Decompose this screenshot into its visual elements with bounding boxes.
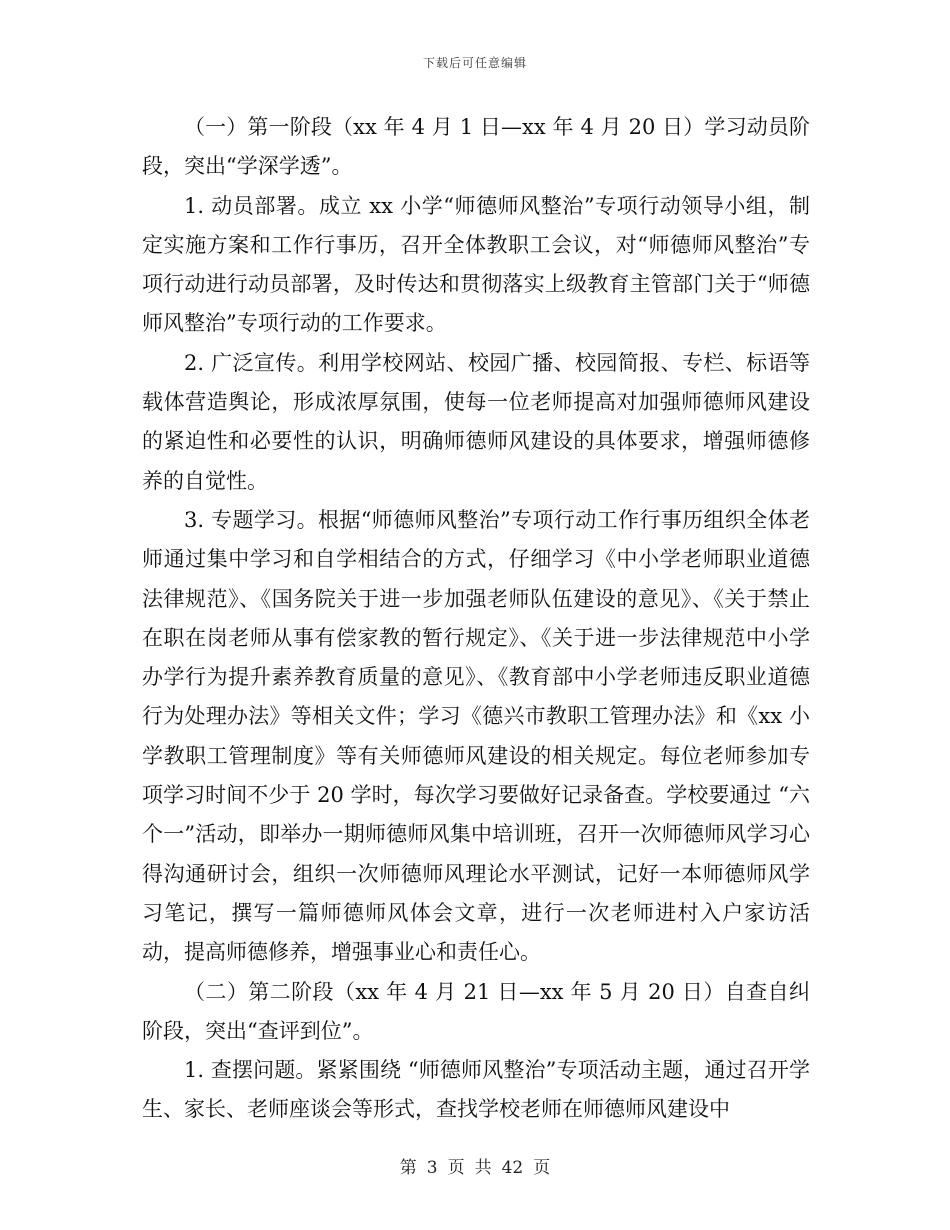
page-header: 下载后可任意编辑: [422, 56, 527, 70]
footer-label-of: 页: [447, 1158, 465, 1178]
footer-label-end: 页: [533, 1158, 551, 1178]
paragraph-find-problems: 1. 查摆问题。紧紧围绕 “师德师风整治”专项活动主题，通过召开学生、家长、老师座谈会等形式，查找学校老师在师德师风建设中: [142, 1058, 810, 1122]
paragraph-mobilization: 1. 动员部署。成立 xx 小学“师德师风整治”专项行动领导小组，制定实施方案和工作行事历，召开全体教职工会议，对“师德师风整治”专项行动进行动员部署，及时传达和贯彻落实上级教育主管部门关于“师德师风整治”专项行动的工作要求。: [142, 193, 810, 336]
page-footer: [0, 1153, 950, 1178]
footer-current-page: 3: [426, 1158, 438, 1178]
footer-label-page: 第: [399, 1158, 417, 1178]
footer-total-pages: 42: [501, 1158, 524, 1178]
paragraph-publicity: 2. 广泛宣传。利用学校网站、校园广播、校园简报、专栏、标语等载体营造舆论，形成浓厚氛围，使每一位老师提高对加强师德师风建设的紧迫性和必要性的认识，明确师德师风建设的具体要求，增强师德修养的自觉性。: [142, 350, 810, 493]
footer-label-total: 共: [474, 1158, 492, 1178]
paragraph-stage-one-title: （一）第一阶段（xx 年 4 月 1 日—xx 年 4 月 20 日）学习动员阶段，突出“学深学透”。: [142, 115, 810, 179]
document-body: [142, 108, 810, 1130]
paragraph-study: 3. 专题学习。根据“师德师风整治”专项行动工作行事历组织全体老师通过集中学习和自学相结合的方式，仔细学习《中小学老师职业道德法律规范》、《国务院关于进一步加强老师队伍建设的意见》、《关于禁止在职在岗老师从事有偿家教的暂行规定》、《关于进一步法律规范中小学办学行为提升素养教育质量的意见》、《教育部中小学老师违反职业道德行为处理办法》等相关文件；学习《德兴市教职工管理办法》和《xx 小学教职工管理制度》等有关师德师风建设的相关规定。每位老师参加专项学习时间不少于 20 学时，每次学习要做好记录备查。学校要通过 “六个一”活动，即举办一期师德师风集中培训班，召开一次师德师风学习心得沟通研讨会，组织一次师德师风理论水平测试，记好一本师德师风学习笔记，撰写一篇师德师风体会文章，进行一次老师进村入户家访活动，提高师德修养，增强事业心和责任心。: [142, 507, 810, 965]
paragraph-stage-two-title: （二）第二阶段（xx 年 4 月 21 日—xx 年 5 月 20 日）自查自纠阶段，突出“查评到位”。: [142, 979, 810, 1043]
